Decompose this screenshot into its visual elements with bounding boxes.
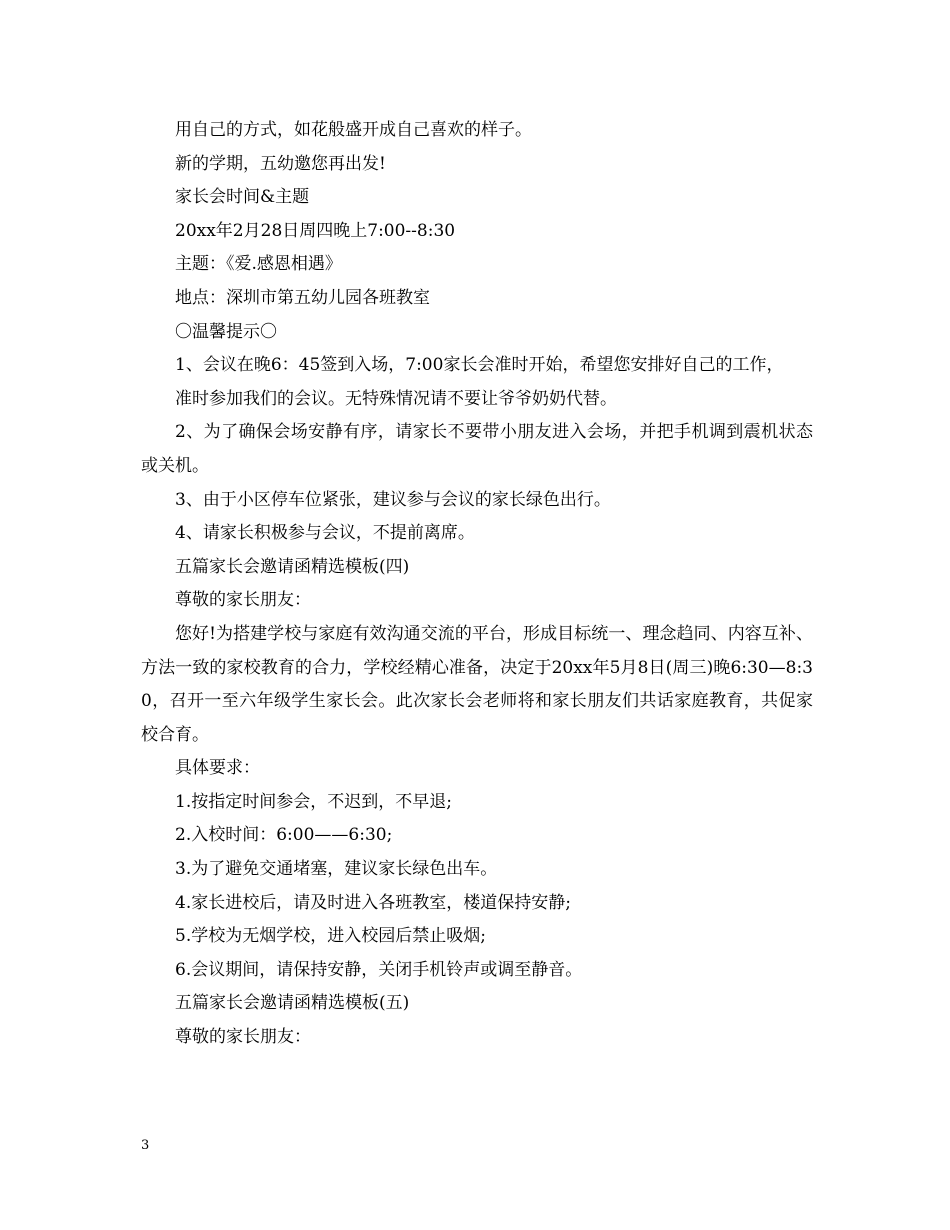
paragraph: 20xx年2月28日周四晚上7:00--8:30 [175, 220, 456, 241]
list-item: 5.学校为无烟学校，进入校园后禁止吸烟; [175, 926, 486, 947]
paragraph: 准时参加我们的会议。无特殊情况请不要让爷爷奶奶代替。 [175, 388, 617, 409]
document-body [141, 114, 813, 1055]
paragraph: 2、为了确保会场安静有序，请家长不要带小朋友进入会场，并把手机调到震机状态或关机。 [141, 422, 813, 476]
list-item: 6.会议期间，请保持安静，关闭手机铃声或调至静音。 [175, 959, 583, 980]
salutation: 尊敬的家长朋友： [175, 590, 311, 611]
list-item: 1.按指定时间参会，不迟到，不早退; [175, 791, 452, 812]
list-item: 2.入校时间：6:00——6:30; [175, 825, 393, 846]
paragraph: 1、会议在晚6：45签到入场，7:00家长会准时开始，希望您安排好自己的工作， [175, 355, 784, 376]
page-number: 3 [141, 1138, 150, 1153]
paragraph: 4、请家长积极参与会议，不提前离席。 [175, 523, 475, 544]
paragraph: 地点：深圳市第五幼儿园各班教室 [175, 287, 430, 308]
salutation: 尊敬的家长朋友： [175, 1027, 311, 1048]
paragraph: 家长会时间&主题 [175, 187, 310, 208]
paragraph: 具体要求： [175, 758, 260, 779]
paragraph: 用自己的方式，如花般盛开成自己喜欢的样子。 [175, 120, 532, 140]
paragraph: 主题：《爱.感恩相遇》 [175, 254, 342, 275]
list-item: 3.为了避免交通堵塞，建议家长绿色出车。 [175, 859, 498, 880]
paragraph: 您好!为搭建学校与家庭有效沟通交流的平台，形成目标统一、理念趋同、内容互补、方法一致的家校教育的合力，学校经精心准备，决定于20xx年5月8日(周三)晚6:30—8:30，召开一至六年级学生家长会。此次家长会老师将和家长朋友们共话家庭教育，共促家校合育。 [141, 623, 813, 745]
paragraph: 新的学期，五幼邀您再出发! [175, 153, 386, 174]
section-heading: 五篇家长会邀请函精选模板(五) [175, 993, 410, 1014]
paragraph: 3、由于小区停车位紧张，建议参与会议的家长绿色出行。 [175, 489, 611, 510]
paragraph: 〇温馨提示〇 [175, 321, 277, 342]
section-heading: 五篇家长会邀请函精选模板(四) [175, 556, 410, 577]
list-item: 4.家长进校后，请及时进入各班教室，楼道保持安静; [175, 892, 571, 913]
